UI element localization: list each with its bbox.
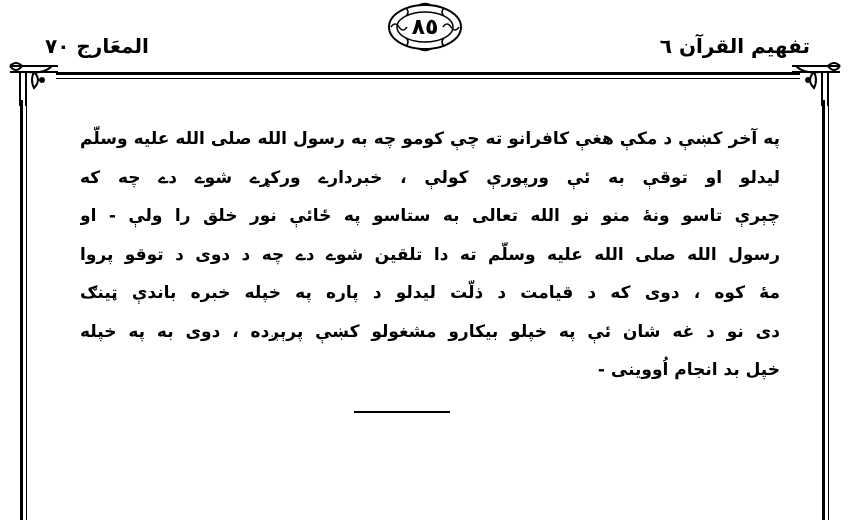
- frame-right-rule: [822, 100, 825, 520]
- running-head-left: المعَارج ٧٠: [45, 34, 149, 58]
- frame-left-rule-inner: [26, 100, 27, 520]
- body-line: په آخر کښې د مکې هغې کافرانو ته چې کومو چه به رسول الله صلی الله علیه وسلّم: [80, 129, 780, 149]
- page-number: ٨٥: [411, 14, 439, 40]
- body-line: رسول الله صلی الله علیه وسلّم ته دا تلقین شوے دے چه د دوی د توقو پروا: [80, 244, 780, 265]
- frame-top-rule: [56, 72, 800, 75]
- body-line: خپل بد انجام اُووینی -: [597, 360, 780, 380]
- corner-ornament-left-icon: [6, 58, 62, 108]
- frame-left-rule: [20, 100, 23, 520]
- body-line: مۀ کوه ، دوی که د قیامت د ذلّت لیدلو د پاره په خپله خبره باندې ټینګ: [80, 283, 780, 303]
- page-number-ornament: [386, 2, 464, 52]
- section-end-rule: [354, 411, 450, 413]
- corner-ornament-right-icon: [788, 58, 844, 108]
- running-head-right: تفهيم القرآن ٦: [659, 34, 810, 58]
- body-text: [80, 120, 780, 390]
- frame-right-rule-inner: [828, 100, 829, 520]
- body-line: دی نو د غه شان ئې په خپلو بیکارو مشغولو کښې پرېږده ، دوی به په خپله: [80, 321, 780, 342]
- body-line: لیدلو او توقې به ئې ورپورې کولې ، خبردارے ورکړے شوے دے چه که: [80, 167, 780, 188]
- frame-top-rule-inner: [56, 78, 800, 79]
- body-line: چېرې تاسو ونۀ منو نو الله تعالی به ستاسو په ځائې نور خلق را ولې - او: [80, 206, 780, 226]
